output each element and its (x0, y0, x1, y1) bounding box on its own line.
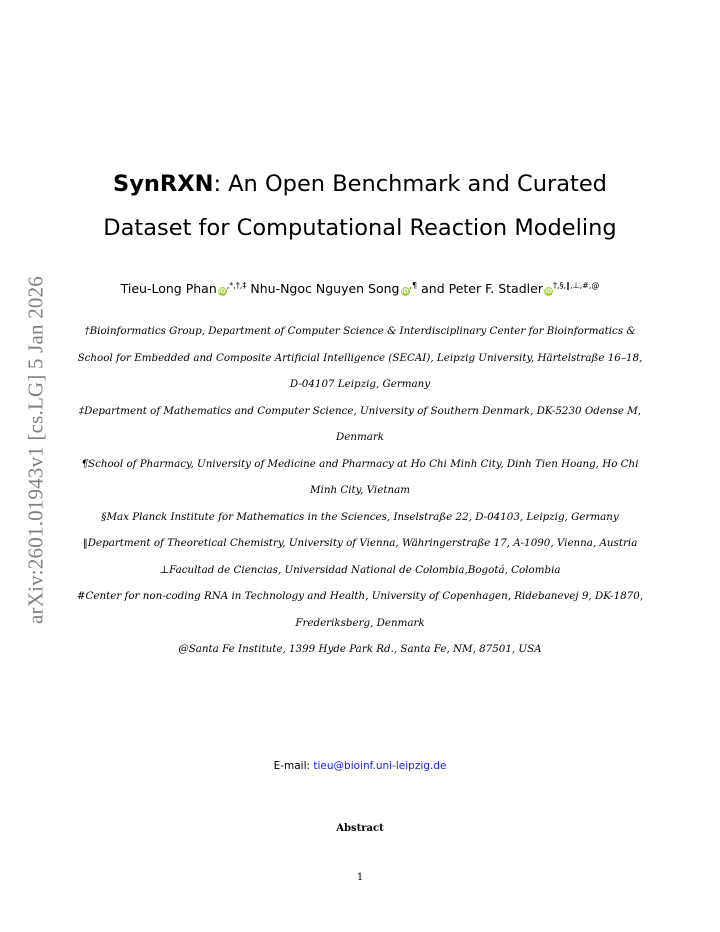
title-line1-rest: : An Open Benchmark and Curated (213, 171, 607, 197)
affiliation: †Bioinformatics Group, Department of Computer Science & Interdisciplinary Center for Bioinformatics & School for Embedded and Composite Artificial Intelligence (SECAI), Leipzig University, Härtelstraße 16–18, D-04107 Leipzig, Germany (77, 325, 643, 390)
author-marks: ,¶ (409, 281, 418, 290)
title-line2: Dataset for Computational Reaction Modeling (103, 215, 617, 241)
abstract-heading: Abstract (336, 823, 384, 834)
orcid-icon[interactable]: iD (401, 288, 409, 295)
affiliation: ¶School of Pharmacy, University of Medicine and Pharmacy at Ho Chi Minh City, Dinh Tien Hoang, Ho Chi Minh City, Vietnam (81, 457, 639, 496)
affiliation: #Center for non-coding RNA in Technology and Health, University of Copenhagen, Ridebanevej 9, DK-1870, Frederiksberg, Denmark (76, 590, 644, 629)
orcid-icon[interactable]: iD (544, 288, 552, 295)
page-number: 1 (356, 872, 364, 883)
affiliation-list (72, 318, 648, 663)
author-marks: ,*,†,‡ (226, 281, 247, 290)
author-name: Peter F. Stadler (448, 281, 543, 296)
orcid-icon[interactable]: iD (218, 288, 226, 295)
email-link[interactable]: tieu@bioinf.uni-leipzig.de (313, 760, 447, 772)
author-connector: and (417, 281, 449, 296)
author-name: Tieu-Long Phan (120, 281, 217, 296)
affiliation: §Max Planck Institute for Mathematics in the Sciences, Inselstraße 22, D-04103, Leipzig, Germany (101, 510, 619, 523)
contact-email (60, 760, 660, 772)
paper-title (60, 162, 660, 250)
arxiv-stamp: arXiv:2601.01943v1 [cs.LG] 5 Jan 2026 (23, 275, 48, 625)
author-marks: †,§,‖,⊥,#,@ (552, 281, 600, 290)
title-brand: SynRXN (113, 171, 214, 197)
affiliation: ‡Department of Mathematics and Computer Science, University of Southern Denmark, DK-5230 Odense M, Denmark (78, 404, 642, 443)
affiliation: @Santa Fe Institute, 1399 Hyde Park Rd., Santa Fe, NM, 87501, USA (178, 643, 542, 655)
email-label: E-mail: (273, 760, 314, 772)
affiliation: ⊥Facultad de Ciencias, Universidad National de Colombia,Bogotá, Colombia (159, 563, 561, 576)
author-list (40, 281, 680, 296)
affiliation: ‖Department of Theoretical Chemistry, University of Vienna, Währingerstraße 17, A-1090, Vienna, Austria (82, 537, 638, 549)
author-name: Nhu-Ngoc Nguyen Song (250, 281, 400, 296)
